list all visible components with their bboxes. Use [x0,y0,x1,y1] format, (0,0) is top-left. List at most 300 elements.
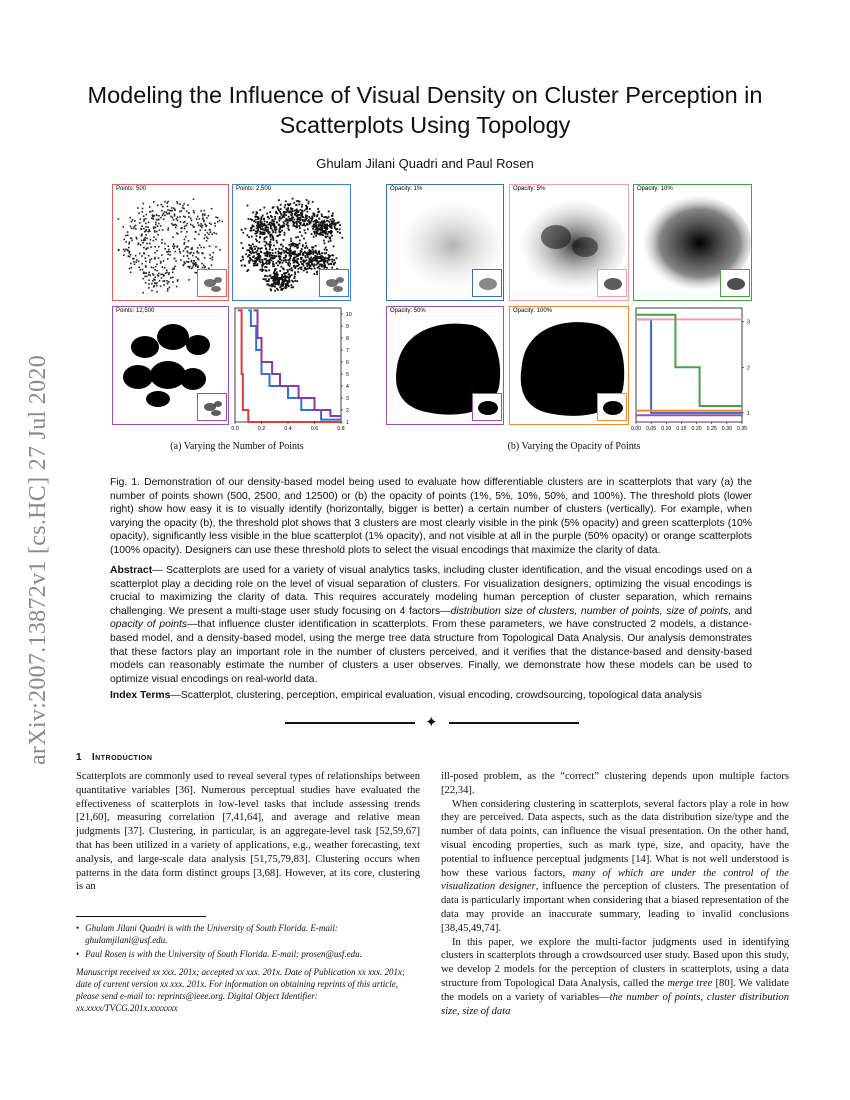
scatter-dot [279,220,281,222]
scatter-dot [313,251,315,253]
scatter-dot [318,211,320,213]
scatter-dot [323,216,325,218]
scatter-dot [131,240,133,242]
scatter-dot [325,236,327,238]
scatter-dot [168,249,170,251]
scatter-dot [177,220,179,222]
scatter-dot [158,223,160,225]
scatter-dot [143,215,145,217]
scatter-dot [209,229,211,231]
scatter-dot [281,230,283,232]
scatter-dot [289,220,291,222]
scatter-panel-500 [112,184,229,301]
scatter-dot [294,271,296,273]
scatter-dot [297,268,299,270]
scatter-dot [336,257,338,259]
scatter-dot [173,243,175,245]
scatter-dot [316,256,318,258]
scatter-dot [318,250,320,252]
scatter-dot [272,220,274,222]
scatter-dot [130,254,132,256]
scatter-dot [193,226,195,228]
scatter-dot [324,266,326,268]
intro-paragraph: Scatterplots are commonly used to reveal several types of relationships between quantitative variables [36]. Numerous perceptual studies have evaluated the effectiveness of scatterplots in low-level tasks that include assessing trends [21,60], measuring correlation [7,41,64], and average and relative mean judgments [37]. Clustering, in particular, is an aggregate-level task [52,59,67] that has been utilized in a variety of applications, e.g., weather forecasting, text analysis, and large-scale data analysis [51,75,79,83]. Clustering occurs when patterns in the data form distinct groups [3,68]. However, at its core, clustering is an [76,771,420,893]
scatter-dot [219,220,221,222]
scatter-dot [192,225,194,227]
scatter-dot [164,267,166,269]
scatter-dot [295,237,297,239]
y-tick-label: 8 [346,336,349,342]
scatter-dot [190,252,192,254]
scatter-dot [188,279,190,281]
scatter-dot [176,218,178,220]
scatter-dot [270,225,272,227]
scatter-dot [297,259,299,261]
scatter-dot [307,253,309,255]
scatter-dot [294,210,296,212]
scatter-dot [164,280,166,282]
scatter-dot [260,228,262,230]
scatter-dot [294,251,296,253]
scatter-dot [334,227,336,229]
inset-thumbnail [597,269,627,297]
scatter-dot [219,249,221,251]
authors: Ghulam Jilani Quadri and Paul Rosen [316,156,534,171]
scatter-dot [315,222,317,224]
p3-text-a: In this paper, we explore the multi-factor judgments used in identifying clusters in scatterplots through a crowdsourced user study. Based upon this study, we develop 2 models for the perception of clusters in scatterplots, using a data structure from Topological Data Analysis, called the [441,936,789,989]
scatter-dot [184,228,186,230]
scatter-dot [248,218,250,220]
scatter-dot [175,251,177,253]
scatter-dot [323,220,325,222]
scatter-dot [167,245,169,247]
scatter-dot [286,220,288,222]
scatter-dot [146,275,148,277]
scatter-dot [136,259,138,261]
scatter-dot [260,219,262,221]
scatter-dot [267,280,269,282]
scatter-dot [255,246,257,248]
scatter-dot [292,217,294,219]
scatter-dot [309,250,311,252]
scatter-dot [287,222,289,224]
scatter-dot [204,234,206,236]
scatter-dot [267,227,269,229]
scatter-dot [274,269,276,271]
footnote-1 [76,922,420,946]
scatter-dot [186,231,188,233]
scatter-dot [273,264,275,266]
scatter-dot [248,236,250,238]
scatter-dot [280,266,282,268]
scatter-dot [272,231,274,233]
scatter-dot [198,252,200,254]
scatter-dot [161,254,163,256]
scatter-dot [170,277,172,279]
scatter-dot [143,228,145,230]
scatter-dot [264,227,266,229]
scatter-dot [312,253,314,255]
scatter-dot [290,246,292,248]
scatter-dot [155,239,157,241]
scatter-dot [158,219,160,221]
scatter-dot [183,208,185,210]
scatter-dot [324,249,326,251]
scatter-dot [275,211,277,213]
scatter-dot [274,216,276,218]
scatter-dot [206,225,208,227]
scatter-dot [271,257,273,259]
scatter-dot [268,285,270,287]
scatter-dot [281,214,283,216]
scatter-dot [249,255,251,257]
scatter-dot [297,236,299,238]
scatter-dot [149,259,151,261]
scatter-dot [241,242,243,244]
scatter-dot [167,229,169,231]
scatter-dot [211,264,213,266]
scatter-dot [266,260,268,262]
scatter-dot [281,248,283,250]
scatter-dot [186,261,188,263]
scatter-dot [276,222,278,224]
scatter-dot [167,201,169,203]
scatter-dot [271,283,273,285]
scatter-dot [328,256,330,258]
scatter-dot [139,222,141,224]
scatter-dot [242,256,244,258]
scatter-dot [294,261,296,263]
scatter-dot [268,244,270,246]
scatter-dot [154,246,156,248]
p3-text-b: [80]. We validate the models on a variety of variables— [441,977,790,1003]
footnote-2-text: Paul Rosen is with the University of South Florida. E-mail: prosen@usf.edu. [85,949,362,959]
scatter-dot [289,263,291,265]
scatter-dot [296,245,298,247]
scatter-dot [173,219,175,221]
left-column [76,770,420,894]
scatter-dot [179,251,181,253]
scatter-dot [278,255,280,257]
scatter-dot [138,212,140,214]
footnote-1-text: Ghulam Jilani Quadri is with the University of South Florida. E-mail: ghulamjilani@usf.edu. [85,923,338,945]
scatter-dot [313,231,315,233]
scatter-dot [319,256,321,258]
scatter-dot [187,246,189,248]
scatter-dot [257,254,259,256]
scatter-dot [174,258,176,260]
abstract-italic-2: opacity of points [110,619,188,631]
scatter-dot [333,245,335,247]
threshold-plot-opacity [630,306,763,436]
scatter-dot [302,216,304,218]
scatter-panel-opacity-50 [386,306,504,425]
scatter-dot [305,242,307,244]
scatter-dot [240,260,242,262]
scatter-dot [279,211,281,213]
scatter-dot [179,203,181,205]
scatter-dot [156,215,158,217]
scatter-dot [152,214,154,216]
scatter-dot [156,270,158,272]
scatter-dot [250,227,252,229]
scatter-dot [158,257,160,259]
scatter-dot [172,245,174,247]
scatter-dot [265,262,267,264]
scatter-dot [307,228,309,230]
scatter-dot [311,233,313,235]
scatter-dot [203,247,205,249]
scatter-dot [278,209,280,211]
scatter-dot [258,241,260,243]
scatter-dot [166,269,168,271]
scatter-dot [203,221,205,223]
scatter-dot [153,278,155,280]
scatter-dot [287,210,289,212]
scatter-dot [139,253,141,255]
section-number: 1 [76,752,83,763]
scatter-dot [269,259,271,261]
scatter-dot [297,271,299,273]
scatter-dot [309,266,311,268]
y-tick-label: 1 [346,420,349,426]
scatter-dot [173,268,175,270]
scatter-dot [162,229,164,231]
scatter-dot [295,204,297,206]
scatter-dot [282,246,284,248]
scatter-dot [315,252,317,254]
scatter-dot [248,249,250,251]
right-paragraph-2 [441,798,789,936]
scatter-dot [195,262,197,264]
scatter-dot [289,259,291,261]
manuscript-note-text: Manuscript received xx xxx. 201x; accepted xx xxx. 201x. Date of Publication xx xxx. 201x; date of current version xx xxx. 201x. For information on obtaining reprints of this article, please send e-mail to: reprints@ieee.org. Digital Object Identifier: xx.xxxx/TVCG.201x.xxxxxxx [76,967,406,1013]
scatter-dot [242,247,244,249]
scatter-dot [150,239,152,241]
scatter-dot [306,206,308,208]
scatter-dot [262,232,264,234]
scatter-dot [204,257,206,259]
scatter-dot [279,234,281,236]
scatter-dot [193,210,195,212]
scatter-dot [318,225,320,227]
scatter-dot [161,239,163,241]
scatter-dot [181,210,183,212]
scatter-dot [127,231,129,233]
scatter-dot [154,277,156,279]
scatter-dot [142,278,144,280]
p3-italic-3: cluster distribution size [441,991,789,1017]
scatter-dot [160,217,162,219]
scatter-dot [193,252,195,254]
scatter-dot [308,201,310,203]
scatter-dot [272,261,274,263]
scatter-dot [262,215,264,217]
scatter-dot [287,264,289,266]
scatter-dot [156,264,158,266]
inset-thumbnail [472,269,502,297]
scatter-dot [188,261,190,263]
scatter-dot [267,275,269,277]
scatter-dot [296,211,298,213]
scatter-dot [171,210,173,212]
scatter-dot [263,241,265,243]
abstract [110,564,752,686]
scatter-dot [135,255,137,257]
inset-thumbnail [472,393,502,421]
scatter-dot [156,231,158,233]
scatter-dot [311,264,313,266]
scatter-dot [277,251,279,253]
scatter-dot [163,284,165,286]
scatter-dot [176,246,178,248]
scatter-dot [288,244,290,246]
scatter-dot [314,264,316,266]
scatter-dot [296,200,298,202]
scatter-dot [265,248,267,250]
scatter-dot [130,263,132,265]
scatter-dot [300,222,302,224]
panel-label: Opacity: 50% [390,308,426,314]
y-tick-label: 3 [747,319,750,326]
abstract-text-mid: and [731,605,753,617]
scatter-dot [151,267,153,269]
abstract-text-1: — Scatterplots are used for a variety of visual analytics tasks, including cluster identification, and the visual encodings used on a scatterplot play a deciding role on the level of visual separation of clusters. For visualization designers, optimizing the visual encodings is crucial to maximizing the clarity of data. This requires accurately modeling human perception of cluster separation, which remains challenging. We present a multi-stage user study focusing on 4 factors— [110,565,752,617]
scatter-dot [277,265,279,267]
scatter-dot [134,264,136,266]
scatter-dot [241,229,243,231]
scatter-panel-opacity-100 [509,306,629,425]
scatter-dot [328,254,330,256]
scatter-dot [339,232,341,234]
scatter-dot [159,229,161,231]
scatter-dot [185,236,187,238]
scatter-dot [118,249,120,251]
scatter-dot [247,205,249,207]
scatter-dot [141,263,143,265]
scatter-dot [250,245,252,247]
scatter-dot [202,213,204,215]
scatter-dot [195,265,197,267]
scatter-dot [167,290,169,292]
scatter-dot [171,207,173,209]
scatter-dot [265,241,267,243]
scatter-dot [265,258,267,260]
scatter-dot [339,228,341,230]
p3-text-d: , [456,1005,463,1017]
scatter-panel-2500 [232,184,351,301]
inset-thumbnail [720,269,750,297]
scatter-dot [276,288,278,290]
x-tick-label: 0.0 [231,426,239,432]
scatter-dot [266,251,268,253]
scatter-dot [298,203,300,205]
scatter-dot [285,214,287,216]
scatter-dot [118,218,120,220]
scatter-dot [172,236,174,238]
scatter-dot [300,224,302,226]
scatter-dot [280,208,282,210]
threshold-chart-b [630,306,763,436]
scatter-dot [299,220,301,222]
scatter-dot [128,255,130,257]
scatter-dot [245,253,247,255]
scatter-dot [285,275,287,277]
scatter-dot [188,258,190,260]
scatter-dot [284,204,286,206]
scatter-dot [259,237,261,239]
panel-label: Points: 12,500 [116,308,155,314]
scatter-dot [285,247,287,249]
scatter-dot [281,259,283,261]
x-tick-label: 0.2 [257,426,266,432]
panel-label: Points: 2,500 [236,186,272,192]
scatter-dot [274,278,276,280]
scatter-dot [274,290,276,292]
scatter-dot [310,217,312,219]
scatter-dot [200,225,202,227]
p2-text-a: When considering clustering in scatterplots, several factors play a role in how they are perceived. Data aspects, such as the data distribution size/type and the number of data points, can influence the visual presentation. On the other hand, visual encoding properties, such as mark type, size, and opacity, have the potential to influence perceptual judgments [14]. What is not well understood is how these various factors, [441,798,789,879]
scatter-dot [166,280,168,282]
scatter-dot [164,211,166,213]
scatter-dot [257,248,259,250]
scatter-dot [303,238,305,240]
scatter-dot [277,213,279,215]
scatter-dot [262,229,264,231]
manuscript-note [76,966,420,1014]
scatter-dot [323,231,325,233]
scatter-dot [129,251,131,253]
scatter-dot [172,281,174,283]
scatter-dot [212,252,214,254]
scatter-dot [264,279,266,281]
scatter-dot [305,268,307,270]
scatter-dot [156,285,158,287]
scatter-dot [292,244,294,246]
scatter-dot [166,272,168,274]
scatter-dot [331,259,333,261]
scatter-dot [199,244,201,246]
scatter-dot [331,254,333,256]
scatter-dot [129,268,131,270]
scatter-dot [283,283,285,285]
scatter-dot [205,229,207,231]
scatter-dot [283,288,285,290]
scatter-dot [272,249,274,251]
x-tick-label: 0.10 [661,426,672,432]
scatter-dot [302,253,304,255]
scatter-dot [148,255,150,257]
scatter-dot [264,266,266,268]
scatter-dot [172,271,174,273]
scatter-dot [323,261,325,263]
scatter-dot [280,204,282,206]
scatter-dot [186,210,188,212]
scatter-dot [287,269,289,271]
index-terms [110,689,752,703]
scatter-dot [275,252,277,254]
scatter-dot [166,251,168,253]
scatter-dot [283,214,285,216]
scatter-dot [270,288,272,290]
scatter-dot [270,222,272,224]
scatter-dot [327,235,329,237]
scatter-dot [266,254,268,256]
scatter-dot [292,286,294,288]
scatter-dot [146,243,148,245]
scatter-dot [162,213,164,215]
scatter-dot [288,229,290,231]
